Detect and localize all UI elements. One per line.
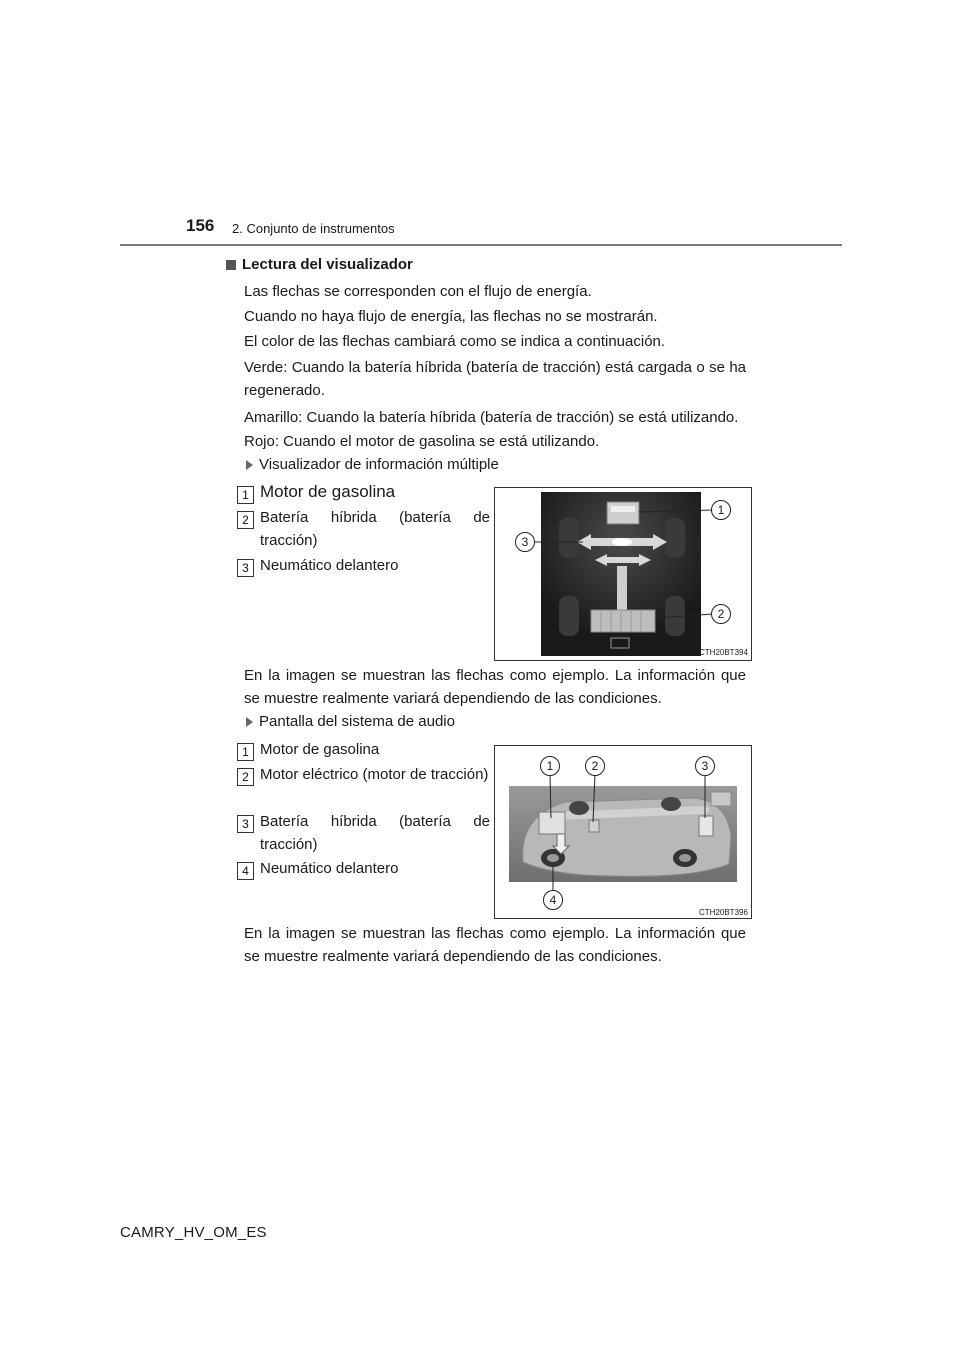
item-number-badge: 2	[237, 511, 254, 529]
figure-note: En la imagen se muestran las flechas como ejemplo. La información que se muestre realmente variará dependiendo de las condiciones.	[244, 667, 746, 707]
item-number-badge: 3	[237, 559, 254, 577]
callout-1: 1	[540, 756, 560, 776]
item-number-badge: 4	[237, 862, 254, 880]
paragraph: Las flechas se corresponden con el flujo de energía.	[244, 283, 592, 300]
item-number-badge: 3	[237, 815, 254, 833]
item-text: Motor eléctrico (motor de tracción)	[260, 766, 489, 783]
callout-1: 1	[711, 500, 731, 520]
paragraph: Cuando no haya flujo de energía, las flechas no se mostrarán.	[244, 308, 658, 325]
item-text: Motor de gasolina	[260, 741, 380, 758]
energy-flow-figure-1	[494, 487, 752, 661]
callout-3: 3	[515, 532, 535, 552]
item-text: Neumático delantero	[260, 557, 399, 574]
callout-4: 4	[543, 890, 563, 910]
section-title: 2. Conjunto de instrumentos	[232, 221, 395, 236]
figure-note: En la imagen se muestran las flechas como ejemplo. La información que se muestre realmente variará dependiendo de las condiciones.	[244, 925, 746, 965]
section-heading	[226, 256, 413, 273]
paragraph: Verde: Cuando la batería híbrida (batería de tracción) está cargada o se ha regenerado.	[244, 359, 746, 399]
heading-text: Lectura del visualizador	[242, 256, 413, 273]
page-number: 156	[186, 216, 215, 235]
figure-code: CTH20BT396	[699, 908, 748, 917]
bullet-multi-info-display	[246, 456, 499, 473]
callout-3: 3	[695, 756, 715, 776]
item-text: Batería híbrida (batería de tracción)	[260, 813, 490, 853]
item-text: Motor de gasolina	[260, 482, 396, 501]
energy-flow-figure-2	[494, 745, 752, 919]
triangle-bullet-icon	[246, 460, 253, 470]
item-number-badge: 1	[237, 743, 254, 761]
paragraph: El color de las flechas cambiará como se indica a continuación.	[244, 333, 666, 350]
square-bullet-icon	[226, 260, 236, 270]
item-text: Neumático delantero	[260, 860, 399, 877]
paragraph: Amarillo: Cuando la batería híbrida (batería de tracción) se está utilizando.	[244, 409, 739, 426]
paragraph: Rojo: Cuando el motor de gasolina se está utilizando.	[244, 433, 600, 450]
footer-doc-code: CAMRY_HV_OM_ES	[120, 1224, 267, 1241]
header-divider	[120, 244, 842, 246]
item-number-badge: 2	[237, 768, 254, 786]
bullet-text: Pantalla del sistema de audio	[259, 713, 455, 730]
callout-2: 2	[585, 756, 605, 776]
bullet-audio-display	[246, 713, 455, 730]
item-number-badge: 1	[237, 486, 254, 504]
callout-2: 2	[711, 604, 731, 624]
bullet-text: Visualizador de información múltiple	[259, 456, 499, 473]
triangle-bullet-icon	[246, 717, 253, 727]
figure-code: CTH20BT394	[699, 648, 748, 657]
item-text: Batería híbrida (batería de tracción)	[260, 509, 490, 549]
